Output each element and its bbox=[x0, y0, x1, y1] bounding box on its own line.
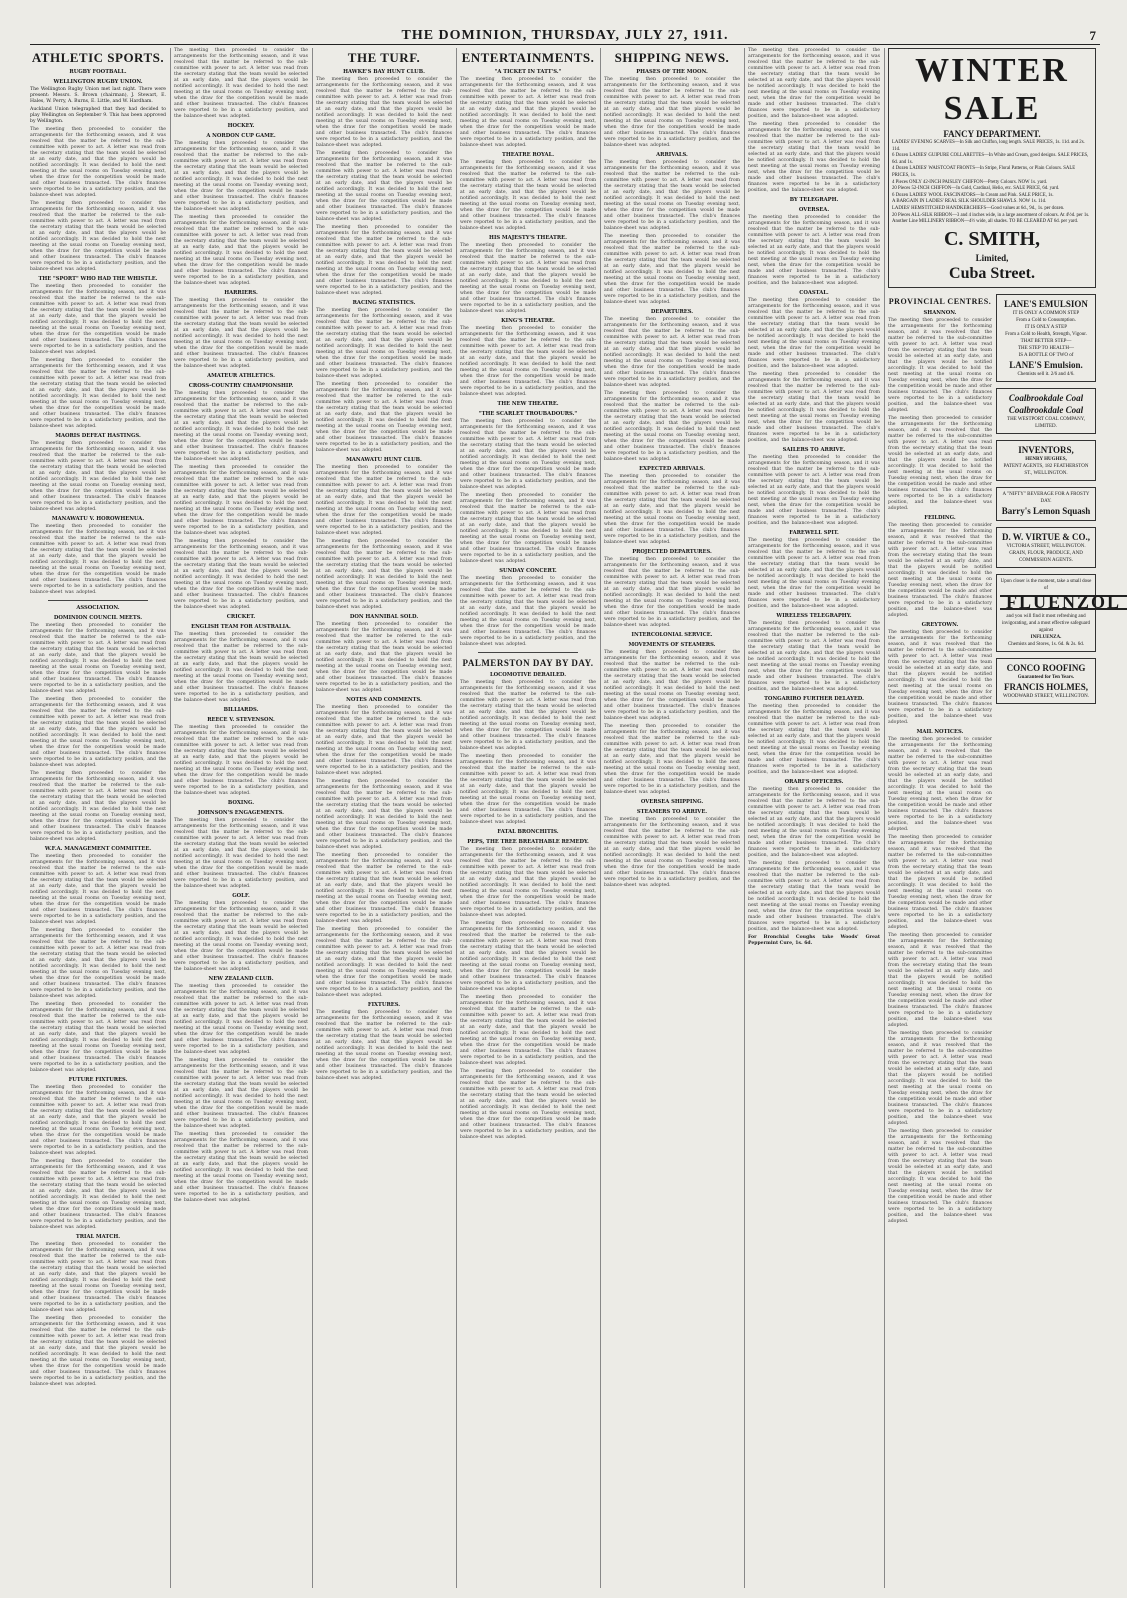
subhead: SHANNON. bbox=[923, 309, 957, 316]
article-filler: The meeting then proceeded to consider the arrangements for the forthcoming season, and it was resolved that the matter be referred to the sub-committee with power to act. A letter was read from the secretary stating that the team would be selected at an early date, and that the players would be notified accordingly. It was decided to hold the next meeting at the usual rooms on Tuesday evening next, when the draw for the competition would be made and other business transacted. The club's finances were reported to be in a satisfactory position, and the balance-sheet was adopted. bbox=[316, 622, 452, 693]
section-title-entertainments: ENTERTAINMENTS. bbox=[461, 50, 595, 65]
advert-brand: LANE'S Emulsion. bbox=[1009, 359, 1083, 370]
subhead: "A TICKET IN TATT'S." bbox=[494, 69, 562, 75]
article-filler: The meeting then proceeded to consider the arrangements for the forthcoming season, and it was resolved that the matter be referred to the sub-committee with power to act. A letter was read from the secretary stating that the team would be selected at an early date, and that the players would be notified accordingly. It was decided to hold the next meeting at the usual rooms on Tuesday evening next, when the draw for the competition would be made and other business transacted. The club's finances were reported to be in a satisfactory position, and the balance-sheet was adopted. bbox=[460, 680, 596, 751]
advert-line: Upon closer is the moment, take a small dose of bbox=[1000, 578, 1092, 591]
advert-item: A BARGAIN IN LADIES' REAL SILK SHOULDER SHAWLS. NOW 1s. 11d. bbox=[892, 199, 1047, 205]
article-filler: The meeting then proceeded to consider the arrangements for the forthcoming season, and it was resolved that the matter be referred to the sub-committee with power to act. A letter was read from the secretary stating that the team would be selected at an early date, and that the players would be notified accordingly. It was decided to hold the next meeting at the usual rooms on Tuesday evening next, when the draw for the competition would be made and other business transacted. The club's finances were reported to be in a satisfactory position, and the balance-sheet was adopted. bbox=[460, 493, 596, 564]
subhead: MANAWATU V. HOROWHENUA. bbox=[51, 516, 145, 522]
subhead: ARRIVALS. bbox=[656, 152, 688, 158]
advert-title: D. W. VIRTUE & CO., bbox=[1001, 531, 1091, 542]
article-filler: The meeting then proceeded to consider the arrangements for the forthcoming season, and it was resolved that the matter be referred to the sub-committee with power to act. A letter was read from the secretary stating that the team would be selected at an early date, and that the players would be notified accordingly. It was decided to hold the next meeting at the usual rooms on Tuesday evening next, when the draw for the competition would be made and other business transacted. The club's finances were reported to be in a satisfactory position, and the balance-sheet was adopted. bbox=[460, 326, 596, 397]
subhead: HOCKEY. bbox=[227, 123, 255, 129]
subhead: DON HANNIBAL SOLD. bbox=[349, 614, 419, 620]
subhead: PEPS, THE TREE BREATHABLE REMEDY. bbox=[467, 839, 589, 845]
advert-shop-street: Cuba Street. bbox=[949, 264, 1035, 282]
advert-item: 6 Dozen LADIES' WOOL FASCINATORS—In Cream and Pink. SALE PRICE, 1s. bbox=[892, 192, 1054, 198]
article-filler: The meeting then proceeded to consider the arrangements for the forthcoming season, and it was resolved that the matter be referred to the sub-committee with power to act. A letter was read from the secretary stating that the team would be selected at an early date, and that the players would be notified accordingly. It was decided to hold the next meeting at the usual rooms on Tuesday evening next, when the draw for the competition would be made and other business transacted. The club's finances were reported to be in a satisfactory position, and the balance-sheet was adopted. bbox=[30, 1159, 166, 1230]
article-filler: The meeting then proceeded to consider the arrangements for the forthcoming season, and it was resolved that the matter be referred to the sub-committee with power to act. A letter was read from the secretary stating that the team would be selected at an early date, and that the players would be notified accordingly. It was decided to hold the next meeting at the usual rooms on Tuesday evening next, when the draw for the competition would be made and other business transacted. The club's finances were reported to be in a satisfactory position, and the balance-sheet was adopted. bbox=[748, 704, 880, 775]
section-title-athletic-sports: ATHLETIC SPORTS. bbox=[31, 50, 165, 65]
article-filler: The meeting then proceeded to consider the arrangements for the forthcoming season, and it was resolved that the matter be referred to the sub-committee with power to act. A letter was read from the secretary stating that the team would be selected at an early date, and that the players would be notified accordingly. It was decided to hold the next meeting at the usual rooms on Tuesday evening next, when the draw for the competition would be made and other business transacted. The club's finances were reported to be in a satisfactory position, and the balance-sheet was adopted. bbox=[30, 127, 166, 198]
article-filler: The meeting then proceeded to consider the arrangements for the forthcoming season, and it was resolved that the matter be referred to the sub-committee with power to act. A letter was read from the secretary stating that the team would be selected at an early date, and that the players would be notified accordingly. It was decided to hold the next meeting at the usual rooms on Tuesday evening next, when the draw for the competition would be made and other business transacted. The club's finances were reported to be in a satisfactory position, and the balance-sheet was adopted. bbox=[30, 1002, 166, 1073]
article-filler: The meeting then proceeded to consider the arrangements for the forthcoming season, and it was resolved that the matter be referred to the sub-committee with power to act. A letter was read from the secretary stating that the team would be selected at an early date, and that the players would be notified accordingly. It was decided to hold the next meeting at the usual rooms on Tuesday evening next, when the draw for the competition would be made and other business transacted. The club's finances were reported to be in a satisfactory position, and the balance-sheet was adopted. bbox=[30, 854, 166, 925]
subhead: CRICKET. bbox=[226, 614, 256, 620]
subhead: WIRELESS TELEGRAPHY. bbox=[776, 613, 852, 619]
subhead: BILLIARDS. bbox=[223, 707, 259, 713]
advert-item: LADIES' HEMSTITCHED HANDKERCHIEFS—Good values at 6d., 9d., 1s. per dozen. bbox=[892, 205, 1065, 211]
article-filler: The meeting then proceeded to consider the arrangements for the forthcoming season, and it was resolved that the matter be referred to the sub-committee with power to act. A letter was read from the secretary stating that the team would be selected at an early date, and that the players would be notified accordingly. It was decided to hold the next meeting at the usual rooms on Tuesday evening next, when the draw for the competition would be made and other business transacted. The club's finances were reported to be in a satisfactory position, and the balance-sheet was adopted. bbox=[174, 141, 308, 212]
footer-advert-text: For Bronchial Coughs take Woods' Great Peppermint Cure, 1s. 6d. bbox=[748, 935, 880, 946]
subhead: ASSOCIATION. bbox=[76, 605, 120, 611]
article-filler: The meeting then proceeded to consider the arrangements for the forthcoming season, and it was resolved that the matter be referred to the sub-committee with power to act. A letter was read from the secretary stating that the team would be selected at an early date, and that the players would be notified accordingly. It was decided to hold the next meeting at the usual rooms on Tuesday evening next, when the draw for the competition would be made and other business transacted. The club's finances were reported to be in a satisfactory position, and the balance-sheet was adopted. bbox=[888, 1030, 992, 1126]
advert-title: LANE'S EMULSION bbox=[1004, 298, 1088, 309]
article-filler: The meeting then proceeded to consider the arrangements for the forthcoming season, and it was resolved that the matter be referred to the sub-committee with power to act. A letter was read from the secretary stating that the team would be selected at an early date, and that the players would be notified accordingly. It was decided to hold the next meeting at the usual rooms on Tuesday evening next, when the draw for the competition would be made and other business transacted. The club's finances were reported to be in a satisfactory position, and the balance-sheet was adopted. bbox=[30, 1085, 166, 1156]
article-filler: The meeting then proceeded to consider the arrangements for the forthcoming season, and it was resolved that the matter be referred to the sub-committee with power to act. A letter was read from the secretary stating that the team would be selected at an early date, and that the players would be notified accordingly. It was decided to hold the next meeting at the usual rooms on Tuesday evening next, when the draw for the competition would be made and other business transacted. The club's finances were reported to be in a satisfactory position, and the balance-sheet was adopted. bbox=[460, 754, 596, 825]
article-filler: The meeting then proceeded to consider the arrangements for the forthcoming season, and it was resolved that the matter be referred to the sub-committee with power to act. A letter was read from the secretary stating that the team would be selected at an early date, and that the players would be notified accordingly. It was decided to hold the next meeting at the usual rooms on Tuesday evening next, when the draw for the competition would be made and other business transacted. The club's finances were reported to be in a satisfactory position, and the balance-sheet was adopted. bbox=[316, 151, 452, 222]
article-filler: The meeting then proceeded to consider the arrangements for the forthcoming season, and it was resolved that the matter be referred to the sub-committee with power to act. A letter was read from the secretary stating that the team would be selected at an early date, and that the players would be notified accordingly. It was decided to hold the next meeting at the usual rooms on Tuesday evening next, when the draw for the competition would be made and other business transacted. The club's finances were reported to be in a satisfactory position, and the balance-sheet was adopted. bbox=[460, 921, 596, 992]
article-filler: The meeting then proceeded to consider the arrangements for the forthcoming season, and it was resolved that the matter be referred to the sub-committee with power to act. A letter was read from the secretary stating that the team would be selected at an early date, and that the players would be notified accordingly. It was decided to hold the next meeting at the usual rooms on Tuesday evening next, when the draw for the competition would be made and other business transacted. The club's finances were reported to be in a satisfactory position, and the balance-sheet was adopted. bbox=[888, 834, 992, 930]
advert-line: PATENT AGENTS, 182 FEATHERSTON ST., WELLINGTON. bbox=[1003, 463, 1089, 476]
advert-line: HENRY HUGHES, bbox=[1025, 456, 1067, 462]
article-filler: The meeting then proceeded to consider the arrangements for the forthcoming season, and it was resolved that the matter be referred to the sub-committee with power to act. A letter was read from the secretary stating that the team would be selected at an early date, and that the players would be notified accordingly. It was decided to hold the next meeting at the usual rooms on Tuesday evening next, when the draw for the competition would be made and other business transacted. The club's finances were reported to be in a satisfactory position, and the balance-sheet was adopted. bbox=[174, 298, 308, 369]
article-filler: The meeting then proceeded to consider the arrangements for the forthcoming season, and it was resolved that the matter be referred to the sub-committee with power to act. A letter was read from the secretary stating that the team would be selected at an early date, and that the players would be notified accordingly. It was decided to hold the next meeting at the usual rooms on Tuesday evening next, when the draw for the competition would be made and other business transacted. The club's finances were reported to be in a satisfactory position, and the balance-sheet was adopted. bbox=[316, 539, 452, 610]
subhead: NEW ZEALAND CLUB. bbox=[208, 976, 274, 982]
subhead: OVERSEA. bbox=[798, 207, 830, 213]
article-filler: The meeting then proceeded to consider the arrangements for the forthcoming season, and it was resolved that the matter be referred to the sub-committee with power to act. A letter was read from the secretary stating that the team would be selected at an early date, and that the players would be notified accordingly. It was decided to hold the next meeting at the usual rooms on Tuesday evening next, when the draw for the competition would be made and other business transacted. The club's finances were reported to be in a satisfactory position, and the balance-sheet was adopted. bbox=[316, 225, 452, 296]
advert-title: CONCO ROOFING bbox=[1006, 662, 1086, 673]
advert-line: and you will find it most refreshing and invigorating, and a most effective safeguard against bbox=[1002, 613, 1090, 633]
subhead: DOMINION COUNCIL MEETS. bbox=[53, 615, 143, 621]
article-filler: The meeting then proceeded to consider the arrangements for the forthcoming season, and it was resolved that the matter be referred to the sub-committee with power to act. A letter was read from the secretary stating that the team would be selected at an early date, and that the players would be notified accordingly. It was decided to hold the next meeting at the usual rooms on Tuesday evening next, when the draw for the competition would be made and other business transacted. The club's finances were reported to be in a satisfactory position, and the balance-sheet was adopted. bbox=[748, 538, 880, 609]
subhead: OVERSEA SHIPPING. bbox=[640, 799, 704, 805]
subhead: RUGBY FOOTBALL. bbox=[69, 69, 127, 75]
article-filler: The meeting then proceeded to consider the arrangements for the forthcoming season, and it was resolved that the matter be referred to the sub-committee with power to act. A letter was read from the secretary stating that the team would be selected at an early date, and that the players would be notified accordingly. It was decided to hold the next meeting at the usual rooms on Tuesday evening next, when the draw for the competition would be made and other business transacted. The club's finances were reported to be in a satisfactory position, and the balance-sheet was adopted. bbox=[174, 391, 308, 462]
advert-line: Guaranteed for Ten Years. bbox=[1017, 674, 1075, 680]
advert-line: WOODWARD STREET, WELLINGTON. bbox=[1002, 693, 1090, 699]
advert-barrys-lemon-squash bbox=[996, 487, 1096, 521]
advert-dw-virtue bbox=[996, 527, 1096, 568]
advert-line: INFLUENZA. bbox=[1030, 634, 1062, 640]
article-filler: The meeting then proceeded to consider the arrangements for the forthcoming season, and it was resolved that the matter be referred to the sub-committee with power to act. A letter was read from the secretary stating that the team would be selected at an early date, and that the players would be notified accordingly. It was decided to hold the next meeting at the usual rooms on Tuesday evening next, when the draw for the competition would be made and other business transacted. The club's finances were reported to be in a satisfactory position, and the balance-sheet was adopted. bbox=[316, 705, 452, 776]
advert-price: Chemists sell it. 2/6 and 4/6. bbox=[1017, 371, 1075, 377]
article-filler: The meeting then proceeded to consider the arrangements for the forthcoming season, and it was resolved that the matter be referred to the sub-committee with power to act. A letter was read from the secretary stating that the team would be selected at an early date, and that the players would be notified accordingly. It was decided to hold the next meeting at the usual rooms on Tuesday evening next, when the draw for the competition would be made and other business transacted. The club's finances were reported to be in a satisfactory position, and the balance-sheet was adopted. bbox=[30, 284, 166, 355]
advert-subtitle: FANCY DEPARTMENT. bbox=[943, 129, 1041, 139]
advert-title: WINTER SALE bbox=[915, 52, 1069, 127]
column-shipping-continued bbox=[748, 48, 885, 1588]
article-filler: The meeting then proceeded to consider the arrangements for the forthcoming season, and it was resolved that the matter be referred to the sub-committee with power to act. A letter was read from the secretary stating that the team would be selected at an early date, and that the players would be notified accordingly. It was decided to hold the next meeting at the usual rooms on Tuesday evening next, when the draw for the competition would be made and other business transacted. The club's finances were reported to be in a satisfactory position, and the balance-sheet was adopted. bbox=[460, 1069, 596, 1140]
subhead: HIS MAJESTY'S THEATRE. bbox=[489, 235, 567, 241]
article-filler: The meeting then proceeded to consider the arrangements for the forthcoming season, and it was resolved that the matter be referred to the sub-committee with power to act. A letter was read from the secretary stating that the team would be selected at an early date, and that the players would be notified accordingly. It was decided to hold the next meeting at the usual rooms on Tuesday evening next, when the draw for the competition would be made and other business transacted. The club's finances were reported to be in a satisfactory position, and the balance-sheet was adopted. bbox=[748, 298, 880, 369]
article-filler: The meeting then proceeded to consider the arrangements for the forthcoming season, and it was resolved that the matter be referred to the sub-committee with power to act. A letter was read from the secretary stating that the team would be selected at an early date, and that the players would be notified accordingly. It was decided to hold the next meeting at the usual rooms on Tuesday evening next, when the draw for the competition would be made and other business transacted. The club's finances were reported to be in a satisfactory position, and the balance-sheet was adopted. bbox=[460, 847, 596, 918]
subhead: FATAL BRONCHITIS. bbox=[497, 829, 559, 835]
advert-item: 20 Pieces 52-INCH CHIFFON—In Gold, Cardinal, Helio, etc. SALE PRICE, 6d. yard. bbox=[892, 186, 1060, 192]
subhead: WELLINGTON RUGBY UNION. bbox=[53, 79, 143, 85]
subhead: ENGLISH TEAM FOR AUSTRALIA. bbox=[191, 624, 291, 630]
subhead: A NORDON CUP GAME. bbox=[206, 133, 276, 139]
article-filler: The meeting then proceeded to consider the arrangements for the forthcoming season, and it was resolved that the matter be referred to the sub-committee with power to act. A letter was read from the secretary stating that the team would be selected at an early date, and that the players would be notified accordingly. It was decided to hold the next meeting at the usual rooms on Tuesday evening next, when the draw for the competition would be made and other business transacted. The club's finances were reported to be in a satisfactory position, and the balance-sheet was adopted. bbox=[604, 817, 740, 888]
article-filler: The meeting then proceeded to consider the arrangements for the forthcoming season, and it was resolved that the matter be referred to the sub-committee with power to act. A letter was read from the secretary stating that the team would be selected at an early date, and that the players would be notified accordingly. It was decided to hold the next meeting at the usual rooms on Tuesday evening next, when the draw for the competition would be made and other business transacted. The club's finances were reported to be in a satisfactory position, and the balance-sheet was adopted. bbox=[174, 818, 308, 889]
article-filler: The meeting then proceeded to consider the arrangements for the forthcoming season, and it was resolved that the matter be referred to the sub-committee with power to act. A letter was read from the secretary stating that the team would be selected at an early date, and that the players would be notified accordingly. It was decided to hold the next meeting at the usual rooms on Tuesday evening next, when the draw for the competition would be made and other business transacted. The club's finances were reported to be in a satisfactory position, and the balance-sheet was adopted. bbox=[888, 736, 992, 832]
article-filler: The meeting then proceeded to consider the arrangements for the forthcoming season, and it was resolved that the matter be referred to the sub-committee with power to act. A letter was read from the secretary stating that the team would be selected at an early date, and that the players would be notified accordingly. It was decided to hold the next meeting at the usual rooms on Tuesday evening next, when the draw for the competition would be made and other business transacted. The club's finances were reported to be in a satisfactory position, and the balance-sheet was adopted. bbox=[604, 317, 740, 388]
article-filler: The meeting then proceeded to consider the arrangements for the forthcoming season, and it was resolved that the matter be referred to the sub-committee with power to act. A letter was read from the secretary stating that the team would be selected at an early date, and that the players would be notified accordingly. It was decided to hold the next meeting at the usual rooms on Tuesday evening next, when the draw for the competition would be made and other business transacted. The club's finances were reported to be in a satisfactory position, and the balance-sheet was adopted. bbox=[316, 77, 452, 148]
divider bbox=[48, 600, 148, 601]
section-title-the-turf: THE TURF. bbox=[347, 50, 421, 65]
article-filler: The meeting then proceeded to consider the arrangements for the forthcoming season, and it was resolved that the matter be referred to the sub-committee with power to act. A letter was read from the secretary stating that the team would be selected at an early date, and that the players would be notified accordingly. It was decided to hold the next meeting at the usual rooms on Tuesday evening next, when the draw for the competition would be made and other business transacted. The club's finances were reported to be in a satisfactory position, and the balance-sheet was adopted. bbox=[604, 474, 740, 545]
article-filler: The meeting then proceeded to consider the arrangements for the forthcoming season, and it was resolved that the matter be referred to the sub-committee with power to act. A letter was read from the secretary stating that the team would be selected at an early date, and that the players would be notified accordingly. It was decided to hold the next meeting at the usual rooms on Tuesday evening next, when the draw for the competition would be made and other business transacted. The club's finances were reported to be in a satisfactory position, and the balance-sheet was adopted. bbox=[748, 787, 880, 858]
article-filler: The meeting then proceeded to consider the arrangements for the forthcoming season, and it was resolved that the matter be referred to the sub-committee with power to act. A letter was read from the secretary stating that the team would be selected at an early date, and that the players would be notified accordingly. It was decided to hold the next meeting at the usual rooms on Tuesday evening next, when the draw for the competition would be made and other business transacted. The club's finances were reported to be in a satisfactory position, and the balance-sheet was adopted. bbox=[460, 243, 596, 314]
subhead: W.F.A. MANAGEMENT COMMITTEE. bbox=[44, 846, 152, 852]
subhead: ORARI'S OFFICERS. bbox=[784, 779, 844, 785]
provincial-centres-column bbox=[888, 294, 992, 1227]
advert-item: 4 Pieces ONLY 42-INCH PAISLEY CHIFFON—Pretty Colours. NOW 1s. yard. bbox=[892, 179, 1048, 185]
subhead: THE "SPORT" WHO HAD THE WHISTLE. bbox=[38, 276, 158, 282]
subhead: LOCOMOTIVE DERAILED. bbox=[489, 672, 567, 678]
article-filler: The meeting then proceeded to consider the arrangements for the forthcoming season, and it was resolved that the matter be referred to the sub-committee with power to act. A letter was read from the secretary stating that the team would be selected at an early date, and that the players would be notified accordingly. It was decided to hold the next meeting at the usual rooms on Tuesday evening next, when the draw for the competition would be made and other business transacted. The club's finances were reported to be in a satisfactory position, and the balance-sheet was adopted. bbox=[460, 419, 596, 490]
subhead: MANAWATU HUNT CLUB. bbox=[346, 457, 422, 463]
advert-fluenzol bbox=[996, 574, 1122, 652]
subhead: RACING STATISTICS. bbox=[352, 300, 416, 306]
article-filler: The meeting then proceeded to consider the arrangements for the forthcoming season, and it was resolved that the matter be referred to the sub-committee with power to act. A letter was read from the secretary stating that the team would be selected at an early date, and that the players would be notified accordingly. It was decided to hold the next meeting at the usual rooms on Tuesday evening next, when the draw for the competition would be made and other business transacted. The club's finances were reported to be in a satisfactory position, and the balance-sheet was adopted. bbox=[316, 382, 452, 453]
subhead: FIXTURES. bbox=[367, 1002, 401, 1008]
subhead: SAILERS TO ARRIVE. bbox=[782, 447, 846, 453]
article-filler: The meeting then proceeded to consider the arrangements for the forthcoming season, and it was resolved that the matter be referred to the sub-committee with power to act. A letter was read from the secretary stating that the team would be selected at an early date, and that the players would be notified accordingly. It was decided to hold the next meeting at the usual rooms on Tuesday evening next, when the draw for the competition would be made and other business transacted. The club's finances were reported to be in a satisfactory position, and the balance-sheet was adopted. bbox=[460, 576, 596, 647]
article-filler: The meeting then proceeded to consider the arrangements for the forthcoming season, and it was resolved that the matter be referred to the sub-committee with power to act. A letter was read from the secretary stating that the team would be selected at an early date, and that the players would be notified accordingly. It was decided to hold the next meeting at the usual rooms on Tuesday evening next, when the draw for the competition would be made and other business transacted. The club's finances were reported to be in a satisfactory position, and the balance-sheet was adopted. bbox=[30, 697, 166, 768]
article-filler: The meeting then proceeded to consider the arrangements for the forthcoming season, and it was resolved that the matter be referred to the sub-committee with power to act. A letter was read from the secretary stating that the team would be selected at an early date, and that the players would be notified accordingly. It was decided to hold the next meeting at the usual rooms on Tuesday evening next, when the draw for the competition would be made and other business transacted. The club's finances were reported to be in a satisfactory position, and the balance-sheet was adopted. bbox=[174, 48, 308, 119]
divider bbox=[478, 652, 578, 653]
article-filler: The meeting then proceeded to consider the arrangements for the forthcoming season, and it was resolved that the matter be referred to the sub-committee with power to act. A letter was read from the secretary stating that the team would be selected at an early date, and that the players would be notified accordingly. It was decided to hold the next meeting at the usual rooms on Tuesday evening next, when the draw for the competition would be made and other business transacted. The club's finances were reported to be in a satisfactory position, and the balance-sheet was adopted. bbox=[174, 1058, 308, 1129]
subhead: HAWKE'S BAY HUNT CLUB. bbox=[343, 69, 425, 75]
article-paragraph: The Wellington Rugby Union met last night. There were present: Messrs. S. Brown (chairman), J. Stewart, E. Hales, W. Perry, A. Burns, E. Little, and W. Hardham. bbox=[30, 87, 166, 104]
article-filler: The meeting then proceeded to consider the arrangements for the forthcoming season, and it was resolved that the matter be referred to the sub-committee with power to act. A letter was read from the secretary stating that the team would be selected at an early date, and that the players would be notified accordingly. It was decided to hold the next meeting at the usual rooms on Tuesday evening next, when the draw for the competition would be made and other business transacted. The club's finances were reported to be in a satisfactory position, and the balance-sheet was adopted. bbox=[604, 391, 740, 462]
article-filler: The meeting then proceeded to consider the arrangements for the forthcoming season, and it was resolved that the matter be referred to the sub-committee with power to act. A letter was read from the secretary stating that the team would be selected at an early date, and that the players would be notified accordingly. It was decided to hold the next meeting at the usual rooms on Tuesday evening next, when the draw for the competition would be made and other business transacted. The club's finances were reported to be in a satisfactory position, and the balance-sheet was adopted. bbox=[30, 358, 166, 429]
subhead: BOXING. bbox=[227, 800, 255, 806]
subhead: GREYTOWN. bbox=[921, 621, 959, 628]
small-adverts-column bbox=[996, 294, 1122, 1227]
advert-line: THE STEP TO HEALTH— bbox=[1018, 345, 1074, 351]
subhead: NOTES AND COMMENTS. bbox=[346, 697, 422, 703]
article-filler: The meeting then proceeded to consider the arrangements for the forthcoming season, and it was resolved that the matter be referred to the sub-committee with power to act. A letter was read from the secretary stating that the team would be selected at an early date, and that the players would be notified accordingly. It was decided to hold the next meeting at the usual rooms on Tuesday evening next, when the draw for the competition would be made and other business transacted. The club's finances were reported to be in a satisfactory position, and the balance-sheet was adopted. bbox=[748, 122, 880, 193]
advert-line: THE WESTPORT COAL COMPANY, LIMITED. bbox=[1007, 416, 1085, 429]
column-athletic-sports bbox=[30, 48, 171, 1588]
column-entertainments bbox=[460, 48, 601, 1588]
advert-line: GRAIN, FLOUR, PRODUCE, AND COMMISSION AGENTS. bbox=[1009, 550, 1083, 563]
advert-title: FLUENZOL bbox=[1000, 595, 1127, 610]
advert-line: IT IS ONLY A COMMON STEP bbox=[1012, 310, 1080, 316]
subhead: EXPECTED ARRIVALS. bbox=[639, 466, 705, 472]
subhead: AMATEUR ATHLETICS. bbox=[207, 373, 275, 379]
subhead: COASTAL. bbox=[799, 290, 829, 296]
article-filler: The meeting then proceeded to consider the arrangements for the forthcoming season, and it was resolved that the matter be referred to the sub-committee with power to act. A letter was read from the secretary stating that the team would be selected at an early date, and that the players would be notified accordingly. It was decided to hold the next meeting at the usual rooms on Tuesday evening next, when the draw for the competition would be made and other business transacted. The club's finances were reported to be in a satisfactory position, and the balance-sheet was adopted. bbox=[30, 441, 166, 512]
subhead: FEILDING. bbox=[924, 514, 956, 521]
article-filler: The meeting then proceeded to consider the arrangements for the forthcoming season, and it was resolved that the matter be referred to the sub-committee with power to act. A letter was read from the secretary stating that the team would be selected at an early date, and that the players would be notified accordingly. It was decided to hold the next meeting at the usual rooms on Tuesday evening next, when the draw for the competition would be made and other business transacted. The club's finances were reported to be in a satisfactory position, and the balance-sheet was adopted. bbox=[316, 779, 452, 850]
article-filler: The meeting then proceeded to consider the arrangements for the forthcoming season, and it was resolved that the matter be referred to the sub-committee with power to act. A letter was read from the secretary stating that the team would be selected at an early date, and that the players would be notified accordingly. It was decided to hold the next meeting at the usual rooms on Tuesday evening next, when the draw for the competition would be made and other business transacted. The club's finances were reported to be in a satisfactory position, and the balance-sheet was adopted. bbox=[30, 623, 166, 694]
article-filler: The meeting then proceeded to consider the arrangements for the forthcoming season, and it was resolved that the matter be referred to the sub-committee with power to act. A letter was read from the secretary stating that the team would be selected at an early date, and that the players would be notified accordingly. It was decided to hold the next meeting at the usual rooms on Tuesday evening next, when the draw for the competition would be made and other business transacted. The club's finances were reported to be in a satisfactory position, and the balance-sheet was adopted. bbox=[316, 927, 452, 998]
subhead: TRIAL MATCH. bbox=[75, 1234, 121, 1240]
subhead: STEAMERS TO ARRIVE. bbox=[636, 809, 708, 815]
article-filler: The meeting then proceeded to consider the arrangements for the forthcoming season, and it was resolved that the matter be referred to the sub-committee with power to act. A letter was read from the secretary stating that the team would be selected at an early date, and that the players would be notified accordingly. It was decided to hold the next meeting at the usual rooms on Tuesday evening next, when the draw for the competition would be made and other business transacted. The club's finances were reported to be in a satisfactory position, and the balance-sheet was adopted. bbox=[174, 465, 308, 536]
advert-item: 6 Dozen LADIES' GUIPURE COLLARETTES—In White and Cream, good designs. SALE PRICES, 6d. and 1s. bbox=[892, 153, 1089, 165]
article-filler: The meeting then proceeded to consider the arrangements for the forthcoming season, and it was resolved that the matter be referred to the sub-committee with power to act. A letter was read from the secretary stating that the team would be selected at an early date, and that the players would be notified accordingly. It was decided to hold the next meeting at the usual rooms on Tuesday evening next, when the draw for the competition would be made and other business transacted. The club's finances were reported to be in a satisfactory position, and the balance-sheet was adopted. bbox=[174, 984, 308, 1055]
article-filler: The meeting then proceeded to consider the arrangements for the forthcoming season, and it was resolved that the matter be referred to the sub-committee with power to act. A letter was read from the secretary stating that the team would be selected at an early date, and that the players would be notified accordingly. It was decided to hold the next meeting at the usual rooms on Tuesday evening next, when the draw for the competition would be made and other business transacted. The club's finances were reported to be in a satisfactory position, and the balance-sheet was adopted. bbox=[748, 621, 880, 692]
article-filler: The meeting then proceeded to consider the arrangements for the forthcoming season, and it was resolved that the matter be referred to the sub-committee with power to act. A letter was read from the secretary stating that the team would be selected at an early date, and that the players would be notified accordingly. It was decided to hold the next meeting at the usual rooms on Tuesday evening next, when the draw for the competition would be made and other business transacted. The club's finances were reported to be in a satisfactory position, and the balance-sheet was adopted. bbox=[316, 465, 452, 536]
article-filler: The meeting then proceeded to consider the arrangements for the forthcoming season, and it was resolved that the matter be referred to the sub-committee with power to act. A letter was read from the secretary stating that the team would be selected at an early date, and that the players would be notified accordingly. It was decided to hold the next meeting at the usual rooms on Tuesday evening next, when the draw for the competition would be made and other business transacted. The club's finances were reported to be in a satisfactory position, and the balance-sheet was adopted. bbox=[316, 853, 452, 924]
advert-item: 4 Dozen LADIES' WAISTCOAT FRONTS—In Stripe, Floral Patterns, or Plain Colours. SALE PRICES, 1s. bbox=[892, 166, 1076, 178]
masthead-title: THE DOMINION, THURSDAY, JULY 27, 1911. bbox=[401, 28, 729, 43]
section-title-palmerston: PALMERSTON DAY BY DAY. bbox=[462, 658, 594, 668]
subhead: HARRIERS. bbox=[224, 290, 258, 296]
article-filler: The meeting then proceeded to consider the arrangements for the forthcoming season, and it was resolved that the matter be referred to the sub-committee with power to act. A letter was read from the secretary stating that the team would be selected at an early date, and that the players would be notified accordingly. It was decided to hold the next meeting at the usual rooms on Tuesday evening next, when the draw for the competition would be made and other business transacted. The club's finances were reported to be in a satisfactory position, and the balance-sheet was adopted. bbox=[888, 629, 992, 725]
advert-line: IS A BOTTLE OF TWO of bbox=[1018, 352, 1074, 358]
article-filler: The meeting then proceeded to consider the arrangements for the forthcoming season, and it was resolved that the matter be referred to the sub-committee with power to act. A letter was read from the secretary stating that the team would be selected at an early date, and that the players would be notified accordingly. It was decided to hold the next meeting at the usual rooms on Tuesday evening next, when the draw for the competition would be made and other business transacted. The club's finances were reported to be in a satisfactory position, and the balance-sheet was adopted. bbox=[604, 557, 740, 628]
advert-item: Another Line MILLINERY RIBBON—4½ wide, all shades. TO BE CLEARED AT 6d. per yard. bbox=[892, 219, 1079, 225]
advert-title: Barry's Lemon Squash bbox=[1001, 505, 1091, 516]
column-shipping-news bbox=[604, 48, 745, 1588]
subhead: GOLF. bbox=[232, 893, 250, 899]
advert-conco-roofing bbox=[996, 658, 1096, 704]
article-filler: The meeting then proceeded to consider the arrangements for the forthcoming season, and it was resolved that the matter be referred to the sub-committee with power to act. A letter was read from the secretary stating that the team would be selected at an early date, and that the players would be notified accordingly. It was decided to hold the next meeting at the usual rooms on Tuesday evening next, when the draw for the competition would be made and other business transacted. The club's finances were reported to be in a satisfactory position, and the balance-sheet was adopted. bbox=[888, 415, 992, 511]
subhead: PHASES OF THE MOON. bbox=[636, 69, 708, 75]
subhead: REECE V. STEVENSON. bbox=[207, 717, 275, 723]
article-filler: The meeting then proceeded to consider the arrangements for the forthcoming season, and it was resolved that the matter be referred to the sub-committee with power to act. A letter was read from the secretary stating that the team would be selected at an early date, and that the players would be notified accordingly. It was decided to hold the next meeting at the usual rooms on Tuesday evening next, when the draw for the competition would be made and other business transacted. The club's finances were reported to be in a satisfactory position, and the balance-sheet was adopted. bbox=[460, 160, 596, 231]
subhead: MAIL NOTICES. bbox=[916, 728, 964, 735]
subhead: FUTURE FIXTURES. bbox=[68, 1077, 128, 1083]
advert-line: A "NIFTY" BEVERAGE FOR A FROSTY DAY. bbox=[1002, 491, 1090, 504]
article-filler: The meeting then proceeded to consider the arrangements for the forthcoming season, and it was resolved that the matter be referred to the sub-committee with power to act. A letter was read from the secretary stating that the team would be selected at an early date, and that the players would be notified accordingly. It was decided to hold the next meeting at the usual rooms on Tuesday evening next, when the draw for the competition would be made and other business transacted. The club's finances were reported to be in a satisfactory position, and the balance-sheet was adopted. bbox=[174, 215, 308, 286]
subhead: PROJECTED DEPARTURES. bbox=[632, 549, 712, 555]
advert-inventors bbox=[996, 440, 1096, 481]
article-filler: The meeting then proceeded to consider the arrangements for the forthcoming season, and it was resolved that the matter be referred to the sub-committee with power to act. A letter was read from the secretary stating that the team would be selected at an early date, and that the players would be notified accordingly. It was decided to hold the next meeting at the usual rooms on Tuesday evening next, when the draw for the competition would be made and other business transacted. The club's finances were reported to be in a satisfactory position, and the balance-sheet was adopted. bbox=[888, 1128, 992, 1224]
advert-line: IT IS ONLY A STEP bbox=[1024, 324, 1067, 330]
column-sports-continued bbox=[174, 48, 313, 1588]
advert-line: From a Cold to Consumption. bbox=[1016, 317, 1076, 323]
subhead: SUNDAY CONCERT. bbox=[499, 568, 557, 574]
advert-lanes-emulsion bbox=[996, 294, 1096, 382]
article-filler: The meeting then proceeded to consider the arrangements for the forthcoming season, and it was resolved that the matter be referred to the sub-committee with power to act. A letter was read from the secretary stating that the team would be selected at an early date, and that the players would be notified accordingly. It was decided to hold the next meeting at the usual rooms on Tuesday evening next, when the draw for the competition would be made and other business transacted. The club's finances were reported to be in a satisfactory position, and the balance-sheet was adopted. bbox=[30, 1316, 166, 1387]
article-filler: The meeting then proceeded to consider the arrangements for the forthcoming season, and it was resolved that the matter be referred to the sub-committee with power to act. A letter was read from the secretary stating that the team would be selected at an early date, and that the players would be notified accordingly. It was decided to hold the next meeting at the usual rooms on Tuesday evening next, when the draw for the competition would be made and other business transacted. The club's finances were reported to be in a satisfactory position, and the balance-sheet was adopted. bbox=[174, 725, 308, 796]
subhead: BY TELEGRAPH. bbox=[789, 197, 839, 203]
article-filler: The meeting then proceeded to consider the arrangements for the forthcoming season, and it was resolved that the matter be referred to the sub-committee with power to act. A letter was read from the secretary stating that the team would be selected at an early date, and that the players would be notified accordingly. It was decided to hold the next meeting at the usual rooms on Tuesday evening next, when the draw for the competition would be made and other business transacted. The club's finances were reported to be in a satisfactory position, and the balance-sheet was adopted. bbox=[604, 77, 740, 148]
page-number: 7 bbox=[1089, 28, 1096, 43]
advert-line: VICTORIA STREET, WELLINGTON. bbox=[1006, 543, 1086, 549]
advert-title: INVENTORS, bbox=[1018, 444, 1074, 455]
subhead: CROSS-COUNTRY CHAMPIONSHIP. bbox=[188, 383, 294, 389]
advert-title: Coalbrookdale Coal bbox=[1008, 404, 1084, 415]
article-filler: The meeting then proceeded to consider the arrangements for the forthcoming season, and it was resolved that the matter be referred to the sub-committee with power to act. A letter was read from the secretary stating that the team would be selected at an early date, and that the players would be notified accordingly. It was decided to hold the next meeting at the usual rooms on Tuesday evening next, when the draw for the competition would be made and other business transacted. The club's finances were reported to be in a satisfactory position, and the balance-sheet was adopted. bbox=[604, 160, 740, 231]
subhead: MOVEMENTS OF STEAMERS. bbox=[628, 642, 716, 648]
article-filler: The meeting then proceeded to consider the arrangements for the forthcoming season, and it was resolved that the matter be referred to the sub-committee with power to act. A letter was read from the secretary stating that the team would be selected at an early date, and that the players would be notified accordingly. It was decided to hold the next meeting at the usual rooms on Tuesday evening next, when the draw for the competition would be made and other business transacted. The club's finances were reported to be in a satisfactory position, and the balance-sheet was adopted. bbox=[888, 522, 992, 618]
article-filler: The meeting then proceeded to consider the arrangements for the forthcoming season, and it was resolved that the matter be referred to the sub-committee with power to act. A letter was read from the secretary stating that the team would be selected at an early date, and that the players would be notified accordingly. It was decided to hold the next meeting at the usual rooms on Tuesday evening next, when the draw for the competition would be made and other business transacted. The club's finances were reported to be in a satisfactory position, and the balance-sheet was adopted. bbox=[604, 724, 740, 795]
article-filler: The meeting then proceeded to consider the arrangements for the forthcoming season, and it was resolved that the matter be referred to the sub-committee with power to act. A letter was read from the secretary stating that the team would be selected at an early date, and that the players would be notified accordingly. It was decided to hold the next meeting at the usual rooms on Tuesday evening next, when the draw for the competition would be made and other business transacted. The club's finances were reported to be in a satisfactory position, and the balance-sheet was adopted. bbox=[888, 317, 992, 413]
masthead bbox=[30, 28, 1100, 45]
column-advertisements bbox=[888, 48, 1122, 1588]
article-filler: The meeting then proceeded to consider the arrangements for the forthcoming season, and it was resolved that the matter be referred to the sub-committee with power to act. A letter was read from the secretary stating that the team would be selected at an early date, and that the players would be notified accordingly. It was decided to hold the next meeting at the usual rooms on Tuesday evening next, when the draw for the competition would be made and other business transacted. The club's finances were reported to be in a satisfactory position, and the balance-sheet was adopted. bbox=[30, 771, 166, 842]
article-filler: The meeting then proceeded to consider the arrangements for the forthcoming season, and it was resolved that the matter be referred to the sub-committee with power to act. A letter was read from the secretary stating that the team would be selected at an early date, and that the players would be notified accordingly. It was decided to hold the next meeting at the usual rooms on Tuesday evening next, when the draw for the competition would be made and other business transacted. The club's finances were reported to be in a satisfactory position, and the balance-sheet was adopted. bbox=[30, 1242, 166, 1313]
subhead: "THE SCARLET TROUBADOURS." bbox=[478, 411, 578, 417]
article-filler: The meeting then proceeded to consider the arrangements for the forthcoming season, and it was resolved that the matter be referred to the sub-committee with power to act. A letter was read from the secretary stating that the team would be selected at an early date, and that the players would be notified accordingly. It was decided to hold the next meeting at the usual rooms on Tuesday evening next, when the draw for the competition would be made and other business transacted. The club's finances were reported to be in a satisfactory position, and the balance-sheet was adopted. bbox=[30, 524, 166, 595]
article-paragraph: Auckland Union telegraphed that they had decided to play Wellington on September 9. This has been approved by Wellington. bbox=[30, 107, 166, 124]
article-filler: The meeting then proceeded to consider the arrangements for the forthcoming season, and it was resolved that the matter be referred to the sub-committee with power to act. A letter was read from the secretary stating that the team would be selected at an early date, and that the players would be notified accordingly. It was decided to hold the next meeting at the usual rooms on Tuesday evening next, when the draw for the competition would be made and other business transacted. The club's finances were reported to be in a satisfactory position, and the balance-sheet was adopted. bbox=[604, 650, 740, 721]
article-filler: The meeting then proceeded to consider the arrangements for the forthcoming season, and it was resolved that the matter be referred to the sub-committee with power to act. A letter was read from the secretary stating that the team would be selected at an early date, and that the players would be notified accordingly. It was decided to hold the next meeting at the usual rooms on Tuesday evening next, when the draw for the competition would be made and other business transacted. The club's finances were reported to be in a satisfactory position, and the balance-sheet was adopted. bbox=[748, 861, 880, 932]
advert-title: FRANCIS HOLMES, bbox=[1003, 681, 1088, 692]
advert-title: Coalbrookdale Coal bbox=[1008, 392, 1084, 403]
article-filler: The meeting then proceeded to consider the arrangements for the forthcoming season, and it was resolved that the matter be referred to the sub-committee with power to act. A letter was read from the secretary stating that the team would be selected at an early date, and that the players would be notified accordingly. It was decided to hold the next meeting at the usual rooms on Tuesday evening next, when the draw for the competition would be made and other business transacted. The club's finances were reported to be in a satisfactory position, and the balance-sheet was adopted. bbox=[748, 48, 880, 119]
article-filler: The meeting then proceeded to consider the arrangements for the forthcoming season, and it was resolved that the matter be referred to the sub-committee with power to act. A letter was read from the secretary stating that the team would be selected at an early date, and that the players would be notified accordingly. It was decided to hold the next meeting at the usual rooms on Tuesday evening next, when the draw for the competition would be made and other business transacted. The club's finances were reported to be in a satisfactory position, and the balance-sheet was adopted. bbox=[174, 539, 308, 610]
subhead: DEPARTURES. bbox=[650, 309, 694, 315]
article-filler: The meeting then proceeded to consider the arrangements for the forthcoming season, and it was resolved that the matter be referred to the sub-committee with power to act. A letter was read from the secretary stating that the team would be selected at an early date, and that the players would be notified accordingly. It was decided to hold the next meeting at the usual rooms on Tuesday evening next, when the draw for the competition would be made and other business transacted. The club's finances were reported to be in a satisfactory position, and the balance-sheet was adopted. bbox=[174, 901, 308, 972]
article-filler: The meeting then proceeded to consider the arrangements for the forthcoming season, and it was resolved that the matter be referred to the sub-committee with power to act. A letter was read from the secretary stating that the team would be selected at an early date, and that the players would be notified accordingly. It was decided to hold the next meeting at the usual rooms on Tuesday evening next, when the draw for the competition would be made and other business transacted. The club's finances were reported to be in a satisfactory position, and the balance-sheet was adopted. bbox=[316, 308, 452, 379]
advert-winter-sale bbox=[888, 48, 1096, 288]
article-filler: The meeting then proceeded to consider the arrangements for the forthcoming season, and it was resolved that the matter be referred to the sub-committee with power to act. A letter was read from the secretary stating that the team would be selected at an early date, and that the players would be notified accordingly. It was decided to hold the next meeting at the usual rooms on Tuesday evening next, when the draw for the competition would be made and other business transacted. The club's finances were reported to be in a satisfactory position, and the balance-sheet was adopted. bbox=[30, 201, 166, 272]
subhead: MAORIS DEFEAT HASTINGS. bbox=[55, 433, 141, 439]
advert-shop-suffix: Limited, bbox=[975, 252, 1009, 263]
article-filler: The meeting then proceeded to consider the arrangements for the forthcoming season, and it was resolved that the matter be referred to the sub-committee with power to act. A letter was read from the secretary stating that the team would be selected at an early date, and that the players would be notified accordingly. It was decided to hold the next meeting at the usual rooms on Tuesday evening next, when the draw for the competition would be made and other business transacted. The club's finances were reported to be in a satisfactory position, and the balance-sheet was adopted. bbox=[748, 455, 880, 526]
advert-line: Chemists and Stores, 1s. 6d. & 2s. 6d. bbox=[1007, 641, 1085, 647]
advert-shop-name: C. SMITH, bbox=[943, 227, 1041, 250]
subhead: THEATRE ROYAL. bbox=[501, 152, 555, 158]
subhead: INTERCOLONIAL SERVICE. bbox=[631, 632, 713, 638]
article-filler: The meeting then proceeded to consider the arrangements for the forthcoming season, and it was resolved that the matter be referred to the sub-committee with power to act. A letter was read from the secretary stating that the team would be selected at an early date, and that the players would be notified accordingly. It was decided to hold the next meeting at the usual rooms on Tuesday evening next, when the draw for the competition would be made and other business transacted. The club's finances were reported to be in a satisfactory position, and the balance-sheet was adopted. bbox=[748, 372, 880, 443]
article-filler: The meeting then proceeded to consider the arrangements for the forthcoming season, and it was resolved that the matter be referred to the sub-committee with power to act. A letter was read from the secretary stating that the team would be selected at an early date, and that the players would be notified accordingly. It was decided to hold the next meeting at the usual rooms on Tuesday evening next, when the draw for the competition would be made and other business transacted. The club's finances were reported to be in a satisfactory position, and the balance-sheet was adopted. bbox=[604, 234, 740, 305]
article-filler: The meeting then proceeded to consider the arrangements for the forthcoming season, and it was resolved that the matter be referred to the sub-committee with power to act. A letter was read from the secretary stating that the team would be selected at an early date, and that the players would be notified accordingly. It was decided to hold the next meeting at the usual rooms on Tuesday evening next, when the draw for the competition would be made and other business transacted. The club's finances were reported to be in a satisfactory position, and the balance-sheet was adopted. bbox=[30, 928, 166, 999]
advert-line: THAT BETTER STEP— bbox=[1020, 338, 1072, 344]
subhead: THE NEW THEATRE. bbox=[497, 401, 559, 407]
advert-item: 20 Pieces ALL-SILK RIBBON—3 and 4 inches wide, in a large assortment of colours. At 4½d. per 1s. bbox=[892, 212, 1090, 218]
article-filler: The meeting then proceeded to consider the arrangements for the forthcoming season, and it was resolved that the matter be referred to the sub-committee with power to act. A letter was read from the secretary stating that the team would be selected at an early date, and that the players would be notified accordingly. It was decided to hold the next meeting at the usual rooms on Tuesday evening next, when the draw for the competition would be made and other business transacted. The club's finances were reported to be in a satisfactory position, and the balance-sheet was adopted. bbox=[748, 215, 880, 286]
article-filler: The meeting then proceeded to consider the arrangements for the forthcoming season, and it was resolved that the matter be referred to the sub-committee with power to act. A letter was read from the secretary stating that the team would be selected at an early date, and that the players would be notified accordingly. It was decided to hold the next meeting at the usual rooms on Tuesday evening next, when the draw for the competition would be made and other business transacted. The club's finances were reported to be in a satisfactory position, and the balance-sheet was adopted. bbox=[174, 1132, 308, 1203]
article-filler: The meeting then proceeded to consider the arrangements for the forthcoming season, and it was resolved that the matter be referred to the sub-committee with power to act. A letter was read from the secretary stating that the team would be selected at an early date, and that the players would be notified accordingly. It was decided to hold the next meeting at the usual rooms on Tuesday evening next, when the draw for the competition would be made and other business transacted. The club's finances were reported to be in a satisfactory position, and the balance-sheet was adopted. bbox=[460, 77, 596, 148]
section-title-shipping-news: SHIPPING NEWS. bbox=[614, 50, 730, 65]
subhead: TONGARIRO FURTHER DELAYED. bbox=[764, 696, 864, 702]
subhead: FAREWELL SPIT. bbox=[789, 530, 839, 536]
advert-coalbrookdale bbox=[996, 388, 1096, 434]
subhead: KING'S THEATRE. bbox=[501, 318, 555, 324]
article-filler: The meeting then proceeded to consider the arrangements for the forthcoming season, and it was resolved that the matter be referred to the sub-committee with power to act. A letter was read from the secretary stating that the team would be selected at an early date, and that the players would be notified accordingly. It was decided to hold the next meeting at the usual rooms on Tuesday evening next, when the draw for the competition would be made and other business transacted. The club's finances were reported to be in a satisfactory position, and the balance-sheet was adopted. bbox=[316, 1010, 452, 1081]
article-filler: The meeting then proceeded to consider the arrangements for the forthcoming season, and it was resolved that the matter be referred to the sub-committee with power to act. A letter was read from the secretary stating that the team would be selected at an early date, and that the players would be notified accordingly. It was decided to hold the next meeting at the usual rooms on Tuesday evening next, when the draw for the competition would be made and other business transacted. The club's finances were reported to be in a satisfactory position, and the balance-sheet was adopted. bbox=[174, 632, 308, 703]
article-filler: The meeting then proceeded to consider the arrangements for the forthcoming season, and it was resolved that the matter be referred to the sub-committee with power to act. A letter was read from the secretary stating that the team would be selected at an early date, and that the players would be notified accordingly. It was decided to hold the next meeting at the usual rooms on Tuesday evening next, when the draw for the competition would be made and other business transacted. The club's finances were reported to be in a satisfactory position, and the balance-sheet was adopted. bbox=[460, 995, 596, 1066]
article-filler: The meeting then proceeded to consider the arrangements for the forthcoming season, and it was resolved that the matter be referred to the sub-committee with power to act. A letter was read from the secretary stating that the team would be selected at an early date, and that the players would be notified accordingly. It was decided to hold the next meeting at the usual rooms on Tuesday evening next, when the draw for the competition would be made and other business transacted. The club's finances were reported to be in a satisfactory position, and the balance-sheet was adopted. bbox=[888, 932, 992, 1028]
advert-item: LADIES' EVENING SCARVES—In Silk and Chiffon, long length. SALE PRICES, 1s. 11d. and 2s. 11d. bbox=[892, 140, 1085, 152]
advert-line: From a Cold to Health, Strength, Vigour. bbox=[1005, 331, 1087, 337]
subhead: JOHNSON'S ENGAGEMENTS. bbox=[198, 810, 284, 816]
column-the-turf bbox=[316, 48, 457, 1588]
section-title-provincial: PROVINCIAL CENTRES. bbox=[888, 296, 992, 306]
